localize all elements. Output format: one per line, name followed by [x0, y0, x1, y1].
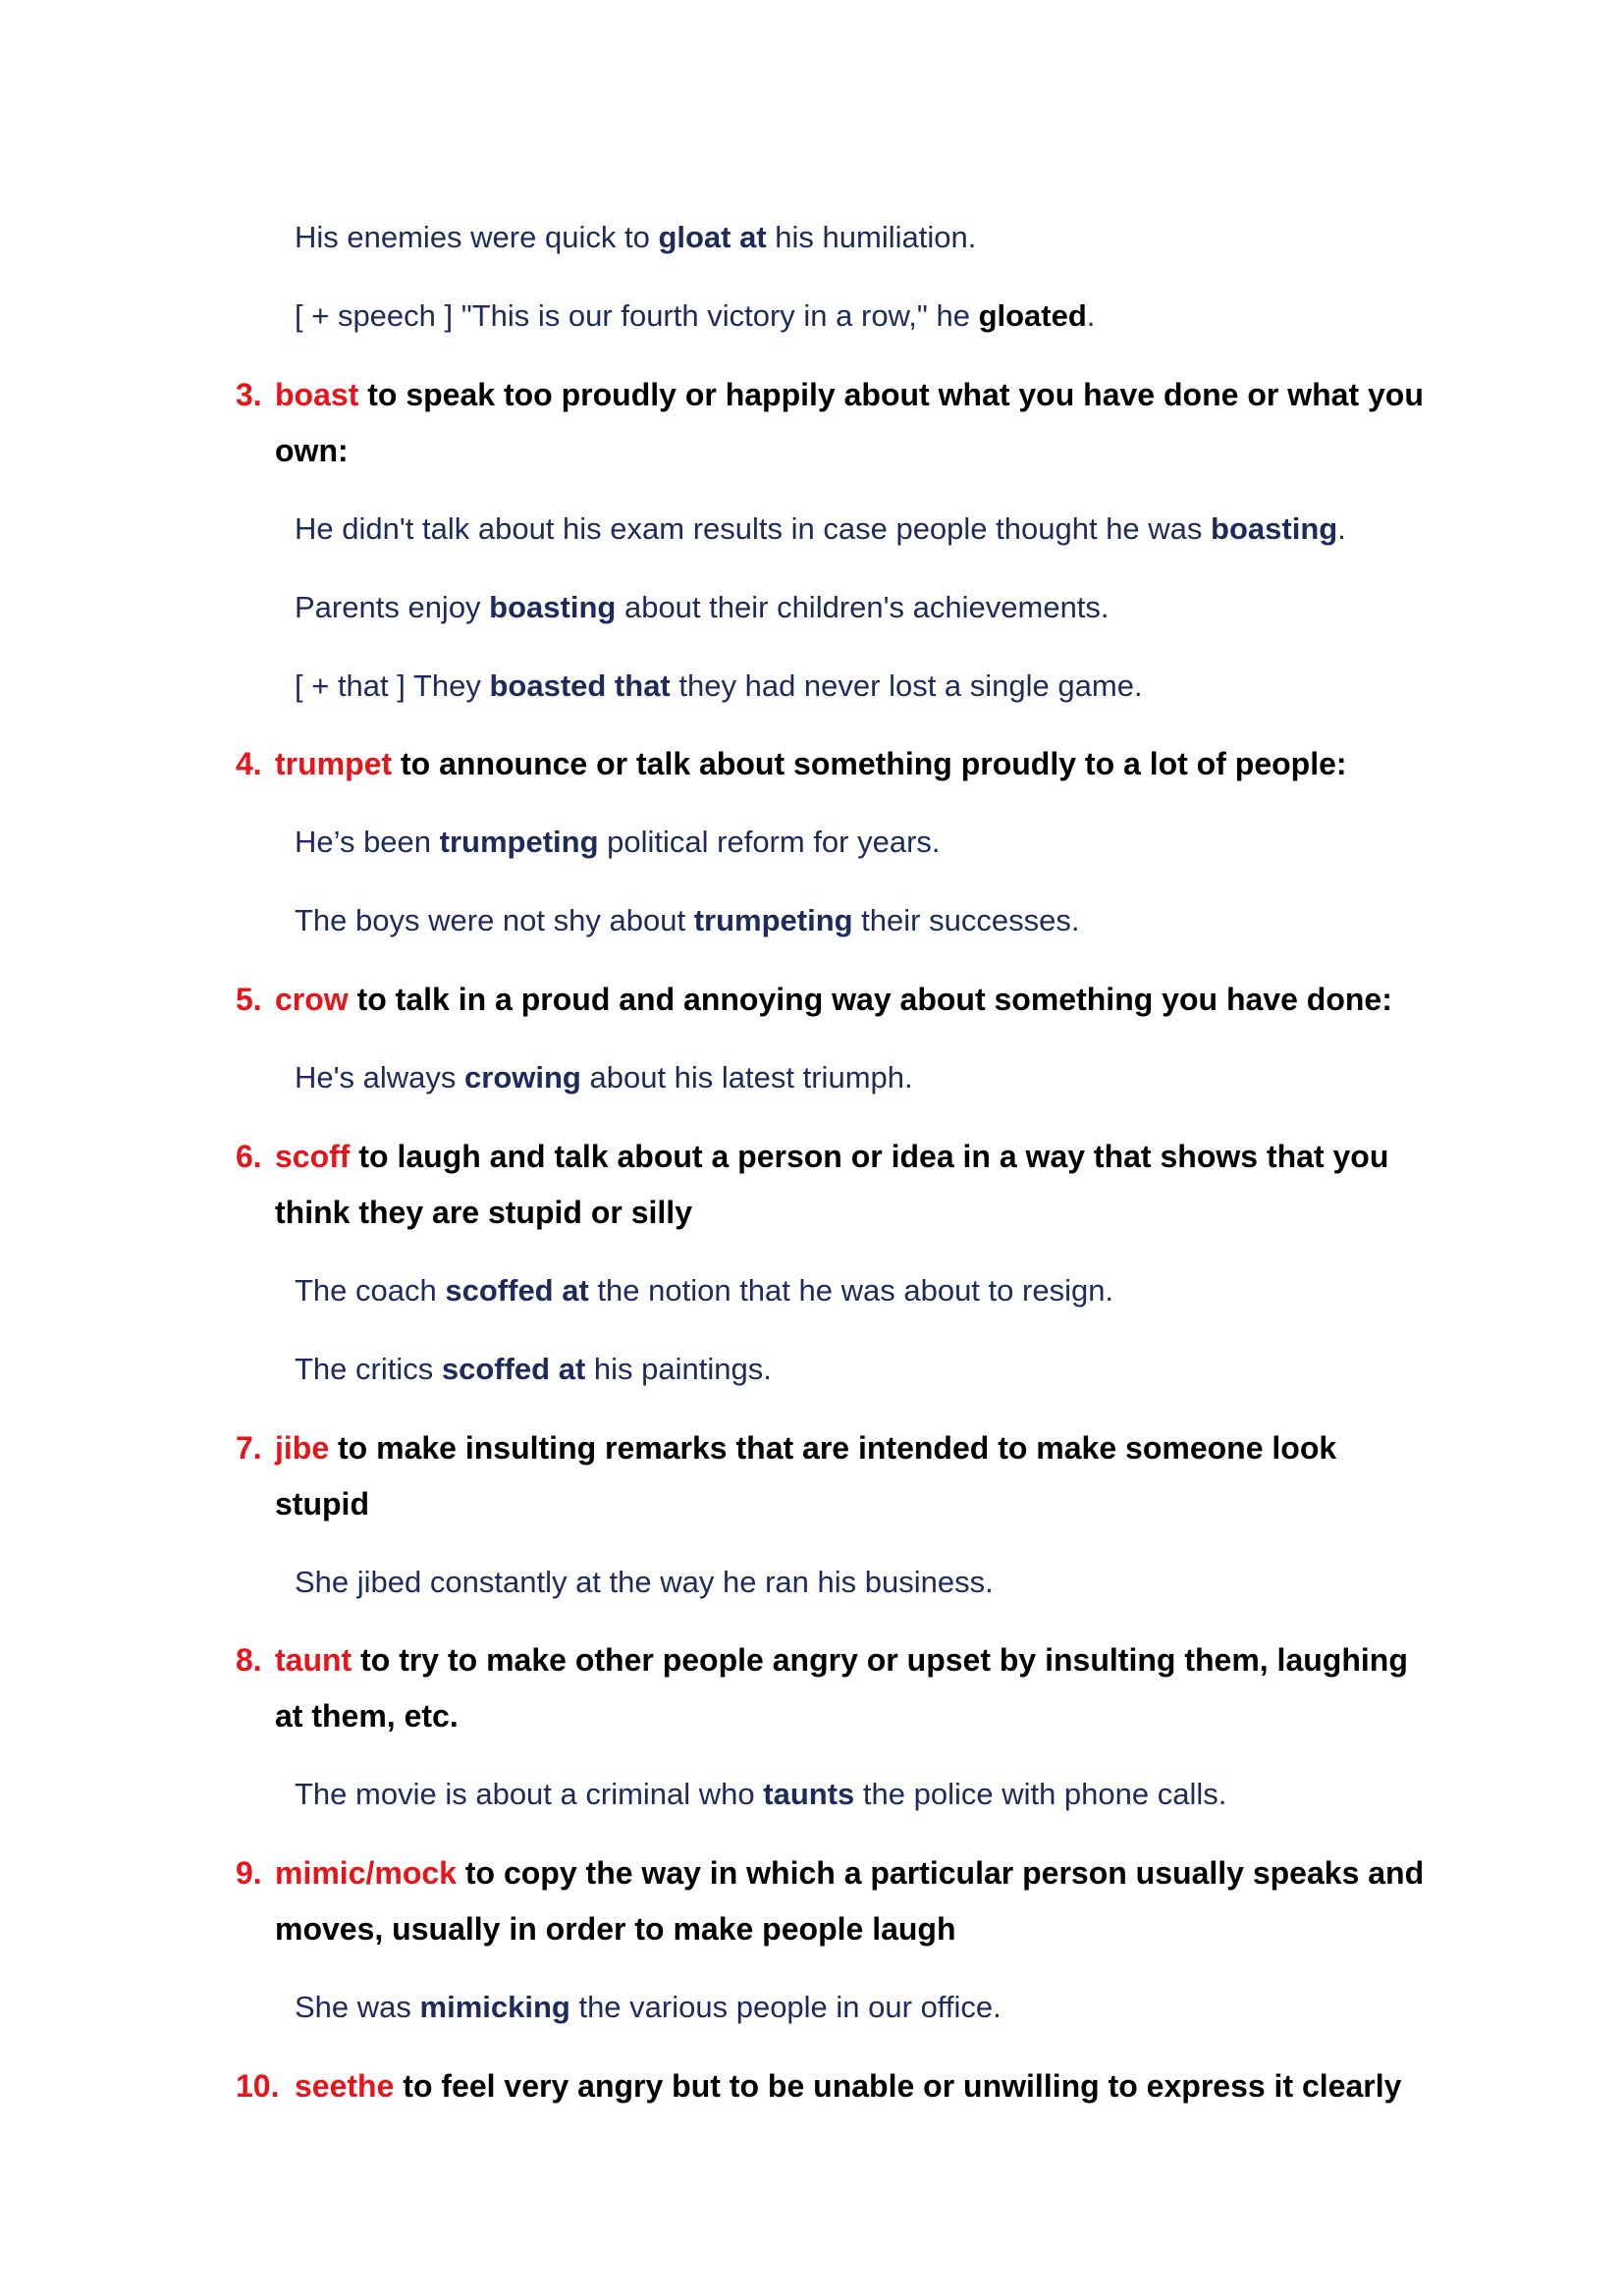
entry-definition-cont: own:: [275, 433, 349, 468]
entry-term: taunt: [275, 1642, 352, 1678]
entry-term: mimic/mock: [275, 1855, 457, 1891]
example-sentence: He's always crowing about his latest triumph.: [295, 1060, 913, 1095]
example-sentence: She was mimicking the various people in our office.: [295, 1990, 1001, 2024]
example-sentence: The boys were not shy about trumpeting their successes.: [295, 903, 1080, 937]
entry-term: jibe: [275, 1430, 330, 1466]
entry-number: 6.: [236, 1139, 262, 1174]
entry-number: 10.: [236, 2068, 280, 2104]
entry-number: 8.: [236, 1642, 262, 1678]
entry-definition-cont: think they are stupid or silly: [275, 1195, 692, 1230]
entry-term: boast: [275, 377, 359, 412]
entry-definition-cont: stupid: [275, 1486, 369, 1522]
example-sentence: The movie is about a criminal who taunts the police with phone calls.: [295, 1777, 1227, 1811]
entry-number: 9.: [236, 1855, 262, 1891]
entry-definition: to laugh and talk about a person or idea in a way that shows that you: [350, 1139, 1389, 1174]
example-sentence: He didn't talk about his exam results in case people thought he was boasting.: [295, 511, 1346, 546]
entry-definition: to try to make other people angry or upset by insulting them, laughing: [352, 1642, 1408, 1678]
entry-term: scoff: [275, 1139, 351, 1174]
example-sentence: His enemies were quick to gloat at his humiliation.: [295, 220, 977, 254]
example-sentence: She jibed constantly at the way he ran his business.: [295, 1565, 994, 1599]
example-sentence: [ + speech ] "This is our fourth victory in a row," he gloated.: [295, 298, 1096, 333]
example-sentence: [ + that ] They boasted that they had never lost a single game.: [295, 668, 1143, 703]
example-sentence: He’s been trumpeting political reform for years.: [295, 825, 941, 859]
entry-number: 5.: [236, 982, 262, 1017]
example-sentence: The critics scoffed at his paintings.: [295, 1352, 772, 1386]
entry-number: 7.: [236, 1430, 262, 1466]
entry-number: 3.: [236, 377, 262, 412]
entry-definition-cont: at them, etc.: [275, 1698, 459, 1734]
entry-definition: to copy the way in which a particular person usually speaks and: [456, 1855, 1425, 1891]
entry-definition: to announce or talk about something proudly to a lot of people:: [392, 746, 1347, 781]
example-sentence: Parents enjoy boasting about their children's achievements.: [295, 590, 1110, 624]
entry-definition: to talk in a proud and annoying way about something you have done:: [348, 982, 1392, 1017]
entry-definition: to speak too proudly or happily about what you have done or what you: [358, 377, 1424, 412]
entry-number: 4.: [236, 746, 262, 781]
entry-term: trumpet: [275, 746, 393, 781]
entry-definition: to feel very angry but to be unable or unwilling to express it clearly: [394, 2068, 1402, 2104]
entry-term: crow: [275, 982, 349, 1017]
entry-definition-cont: moves, usually in order to make people laugh: [275, 1911, 956, 1947]
entry-definition: to make insulting remarks that are intended to make someone look: [329, 1430, 1337, 1466]
example-sentence: The coach scoffed at the notion that he was about to resign.: [295, 1273, 1114, 1308]
entry-term: seethe: [295, 2068, 395, 2104]
